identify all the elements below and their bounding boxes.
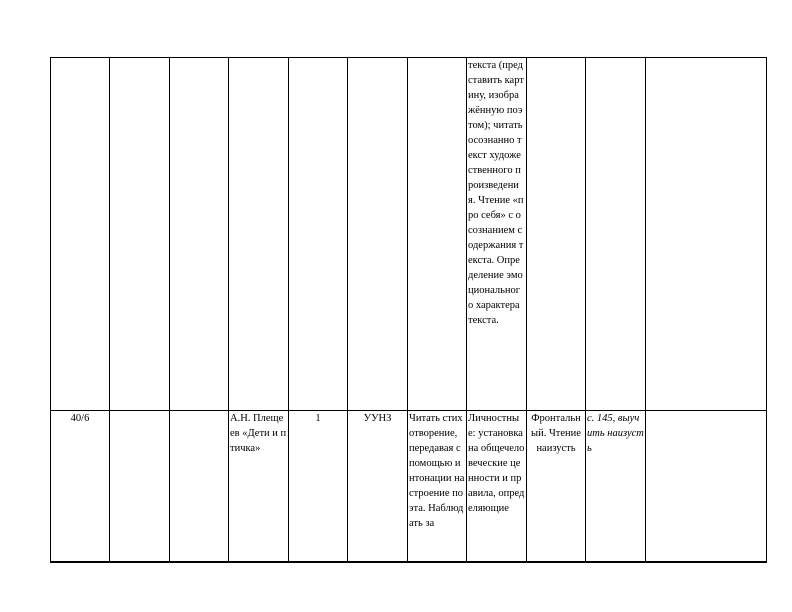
lesson-type-cell: УУНЗ bbox=[348, 411, 408, 563]
homework-cell bbox=[586, 411, 646, 563]
control-cell bbox=[527, 58, 586, 411]
topic-cell: А.Н. Плещеев «Дети и птичка» bbox=[229, 411, 289, 563]
date-fact-cell bbox=[170, 411, 229, 563]
date-plan-cell bbox=[110, 411, 170, 563]
homework-task: выучить наизусть bbox=[587, 413, 644, 454]
hours-cell bbox=[289, 58, 348, 411]
topic-cell bbox=[229, 58, 289, 411]
results-cell: текста (представить картину, изображённую поэтом); читать осознанно текст художественного произведения. Чтение «про себя» с осознанием содержания текста. Определение эмоционального характера текста. bbox=[467, 58, 527, 411]
table-row bbox=[51, 58, 767, 411]
date-plan-cell bbox=[110, 58, 170, 411]
activity-cell bbox=[408, 58, 467, 411]
notes-cell bbox=[646, 58, 767, 411]
lesson-number-cell bbox=[51, 58, 110, 411]
table-row bbox=[51, 411, 767, 563]
homework-cell bbox=[586, 58, 646, 411]
hours-cell: 1 bbox=[289, 411, 348, 563]
notes-cell bbox=[646, 411, 767, 563]
activity-cell: Читать стихотворение, передавая с помощью интонации настроение поэта. Наблюдать за bbox=[408, 411, 467, 563]
homework-page: с. 145, bbox=[587, 413, 616, 424]
control-cell: Фронтальный. Чтение наизусть bbox=[527, 411, 586, 563]
lesson-plan-table bbox=[50, 57, 767, 563]
lesson-type-cell bbox=[348, 58, 408, 411]
date-fact-cell bbox=[170, 58, 229, 411]
lesson-number-cell: 40/6 bbox=[51, 411, 110, 563]
results-cell: Личностные: установка на общечеловеческие ценности и правила, определяющие bbox=[467, 411, 527, 563]
